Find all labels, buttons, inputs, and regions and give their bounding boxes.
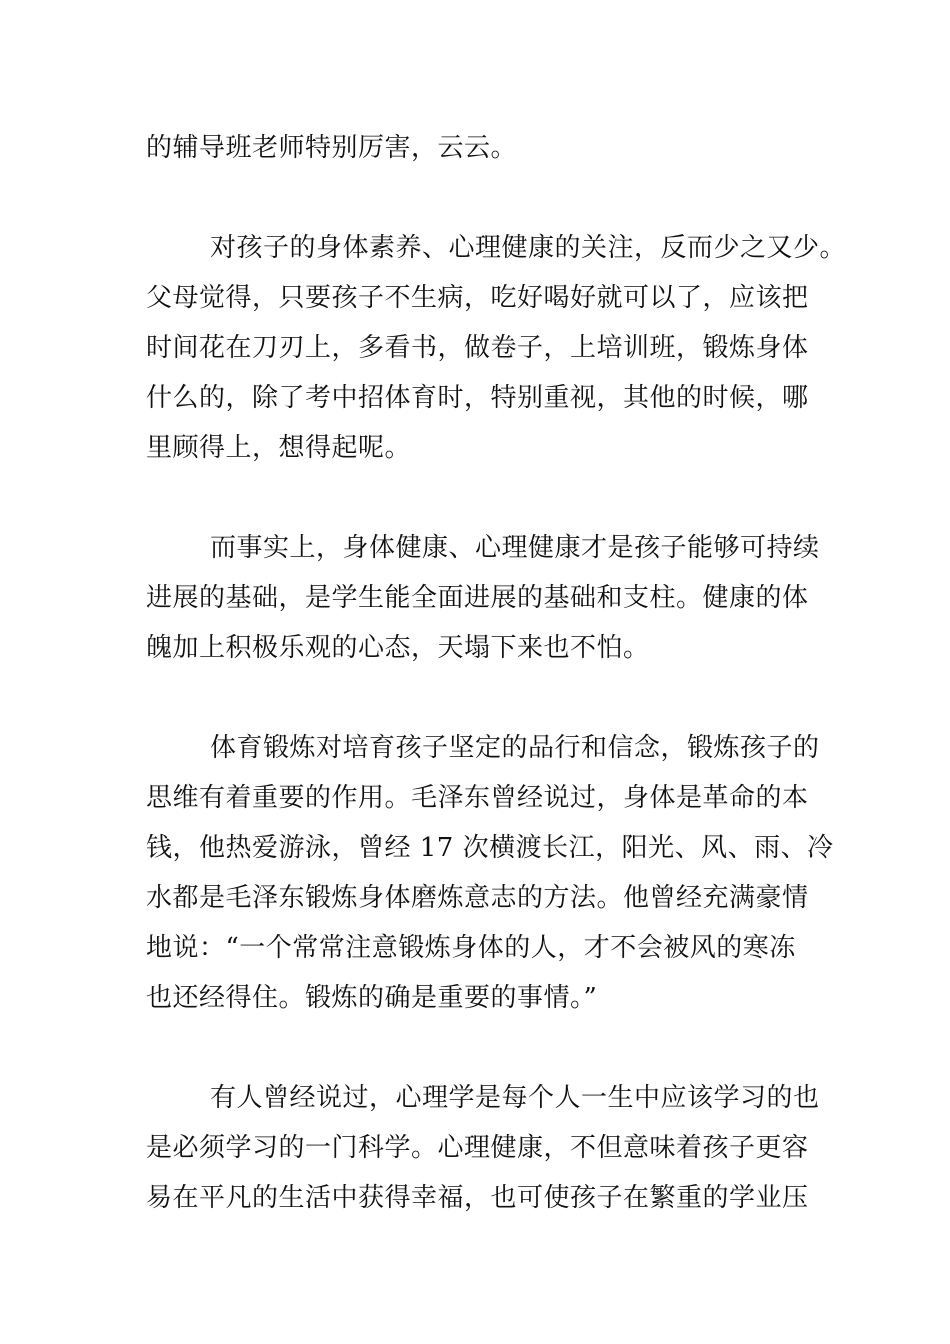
paragraph-1-line-1: 的辅导班老师特别厉害，云云。 bbox=[146, 133, 518, 163]
paragraph-4-line-6: 也还经得住。锻炼的确是重要的事情。” bbox=[146, 983, 598, 1013]
paragraph-2-line-2: 父母觉得，只要孩子不生病，吃好喝好就可以了，应该把 bbox=[146, 283, 809, 313]
paragraph-3-line-1: 而事实上，身体健康、心理健康才是孩子能够可持续 bbox=[210, 533, 820, 563]
paragraph-5-line-2: 是必须学习的一门科学。心理健康，不但意味着孩子更容 bbox=[146, 1133, 809, 1163]
paragraph-2-line-5: 里顾得上，想得起呢。 bbox=[146, 433, 412, 463]
paragraph-2-line-3: 时间花在刀刃上，多看书，做卷子，上培训班，锻炼身体 bbox=[146, 333, 809, 363]
paragraph-3-line-2: 进展的基础，是学生能全面进展的基础和支柱。健康的体 bbox=[146, 583, 809, 613]
paragraph-4-line-4: 水都是毛泽东锻炼身体磨炼意志的方法。他曾经充满豪情 bbox=[146, 883, 809, 913]
paragraph-5-line-1: 有人曾经说过，心理学是每个人一生中应该学习的也 bbox=[210, 1083, 820, 1113]
paragraph-4-line-5: 地说：“一个常常注意锻炼身体的人，才不会被风的寒冻 bbox=[146, 933, 796, 963]
paragraph-4-line-3: 钱，他热爱游泳，曾经 17 次横渡长江，阳光、风、雨、冷 bbox=[146, 833, 834, 863]
paragraph-4-line-2: 思维有着重要的作用。毛泽东曾经说过，身体是革命的本 bbox=[146, 783, 809, 813]
paragraph-3-line-3: 魄加上积极乐观的心态，天塌下来也不怕。 bbox=[146, 633, 650, 663]
paragraph-5-line-3: 易在平凡的生活中获得幸福，也可使孩子在繁重的学业压 bbox=[146, 1183, 809, 1213]
paragraph-4-line-1: 体育锻炼对培育孩子坚定的品行和信念，锻炼孩子的 bbox=[210, 733, 820, 763]
paragraph-2-line-1: 对孩子的身体素养、心理健康的关注，反而少之又少。 bbox=[210, 233, 847, 263]
paragraph-2-line-4: 什么的，除了考中招体育时，特别重视，其他的时候，哪 bbox=[146, 383, 809, 413]
